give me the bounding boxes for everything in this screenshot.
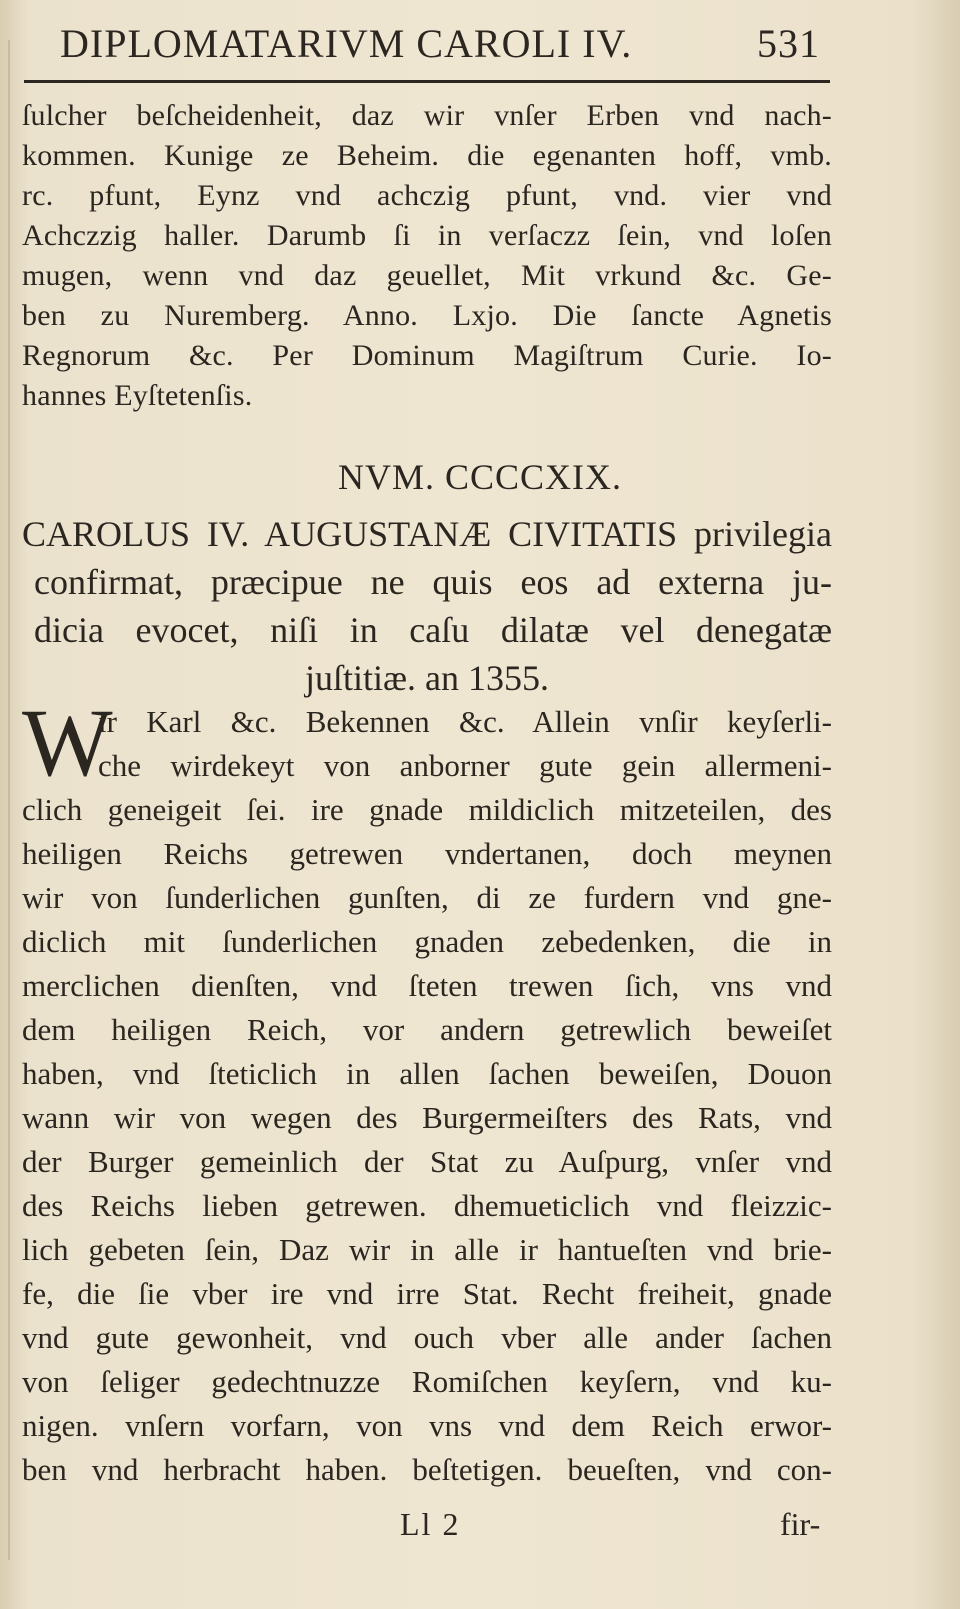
text-line: vnd gute gewonheit, vnd ouch vber alle ander ſachen <box>22 1320 832 1355</box>
text-line: wir von ſunderlichen gunſten, di ze furdern vnd gne- <box>22 880 832 915</box>
catchword: fir- <box>780 1506 821 1542</box>
text-line: clich geneigeit ſei. ire gnade mildiclich mitzeteilen, des <box>22 792 832 827</box>
text-line: rc. pfunt, Eynz vnd achczig pfunt, vnd. vier vnd <box>22 179 832 212</box>
text-line: wann wir von wegen des Burgermeiſters des Rats, vnd <box>22 1100 832 1135</box>
text-line: der Burger gemeinlich der Stat zu Auſpurg, vnſer vnd <box>22 1144 832 1179</box>
text-line: mugen, wenn vnd daz geuellet, Mit vrkund &c. Ge- <box>22 259 832 292</box>
page-number: 531 <box>757 21 820 66</box>
summary-line: confirmat, præcipue ne quis eos ad externa ju- <box>34 562 832 602</box>
header-rule <box>24 80 830 83</box>
text-line: kommen. Kunige ze Beheim. die egenanten hoff, vmb. <box>22 139 832 172</box>
text-line: heiligen Reichs getrewen vndertanen, doch meynen <box>22 836 832 871</box>
text-line: ſulcher beſcheidenheit, daz wir vnſer Erben vnd nach- <box>22 99 832 132</box>
text-line: che wirdekeyt von anborner gute gein allermeni- <box>98 748 832 783</box>
running-head <box>60 14 820 70</box>
text-line: diclich mit ſunderlichen gnaden zebedenken, die in <box>22 924 832 959</box>
text-line: Regnorum &c. Per Dominum Magiſtrum Curie. Io- <box>22 339 832 372</box>
charter-text <box>22 689 832 1492</box>
summary-line: dicia evocet, niſi in caſu dilatæ vel denegatæ <box>34 610 832 650</box>
text-line: von ſeliger gedechtnuzze Romiſchen keyſern, vnd ku- <box>22 1364 832 1399</box>
signature-mark: Ll 2 <box>400 1506 461 1542</box>
text-line: lich gebeten ſein, Daz wir in alle ir hantueſten vnd brie- <box>22 1232 832 1267</box>
drop-cap: W <box>22 689 113 796</box>
text-line: hannes Eyſtetenſis. <box>22 379 253 412</box>
text-line: ir Karl &c. Bekennen &c. Allein vnſir keyſerli- <box>98 704 832 739</box>
text-line: des Reichs lieben getrewen. dhemueticlich vnd fleizzic- <box>22 1188 832 1223</box>
summary-line: juſtitiæ. an 1355. <box>304 658 549 698</box>
running-head-title: DIPLOMATARIVM CAROLI IV. <box>60 21 633 66</box>
gutter-shadow <box>8 40 10 1560</box>
page-footer <box>0 1506 960 1550</box>
text-line: dem heiligen Reich, vor andern getrewlich beweiſet <box>22 1012 832 1047</box>
document-summary <box>22 510 832 702</box>
continuation-paragraph <box>22 96 832 416</box>
text-line: nigen. vnſern vorfarn, von vns vnd dem Reich erwor- <box>22 1408 832 1443</box>
text-line: fe, die ſie vber ire vnd irre Stat. Recht freiheit, gnade <box>22 1276 832 1311</box>
summary-line: CAROLUS IV. AUGUSTANÆ CIVITATIS privilegia <box>22 514 832 554</box>
text-line: Achczzig haller. Darumb ſi in verſaczz ſein, vnd loſen <box>22 219 832 252</box>
text-line: merclichen dienſten, vnd ſteten trewen ſich, vns vnd <box>22 968 832 1003</box>
text-line: ben vnd herbracht haben. beſtetigen. beueſten, vnd con- <box>22 1452 832 1487</box>
text-line: haben, vnd ſteticlich in allen ſachen beweiſen, Douon <box>22 1056 832 1091</box>
document-number-heading: NVM. CCCCXIX. <box>337 457 623 497</box>
text-line: ben zu Nuremberg. Anno. Lxjo. Die ſancte Agnetis <box>22 299 832 332</box>
